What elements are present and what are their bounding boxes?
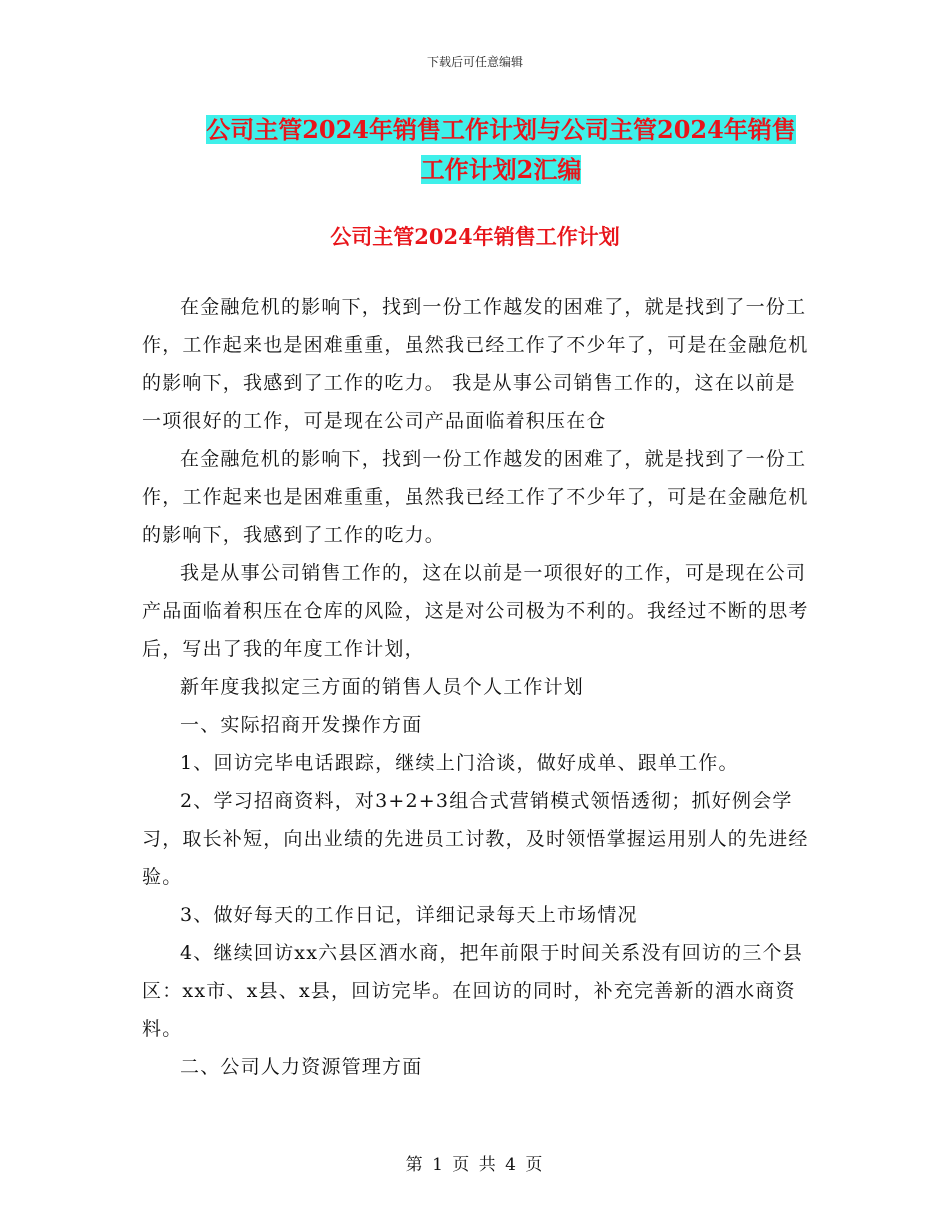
- document-title: [196, 110, 806, 190]
- paragraph: 在金融危机的影响下，找到一份工作越发的困难了，就是找到了一份工作，工作起来也是困难重重，虽然我已经工作了不少年了，可是在金融危机的影响下，我感到了工作的吃力。 我是从事公司销售工作的，这在以前是一项很好的工作，可是现在公司产品面临着积压在仓: [142, 296, 809, 432]
- section-title: 公司主管2024年销售工作计划: [330, 224, 620, 249]
- paragraph: 新年度我拟定三方面的销售人员个人工作计划: [180, 676, 585, 698]
- paragraph: 在金融危机的影响下，找到一份工作越发的困难了，就是找到了一份工作，工作起来也是困难重重，虽然我已经工作了不少年了，可是在金融危机的影响下，我感到了工作的吃力。: [142, 448, 809, 546]
- paragraph: 我是从事公司销售工作的，这在以前是一项很好的工作，可是现在公司产品面临着积压在仓库的风险，这是对公司极为不利的。我经过不断的思考后，写出了我的年度工作计划，: [142, 562, 809, 660]
- page-footer: 第 1 页 共 4 页: [405, 1155, 545, 1175]
- list-item: 4、继续回访xx六县区酒水商，把年前限于时间关系没有回访的三个县区：xx市、x县、x县，回访完毕。在回访的同时，补充完善新的酒水商资料。: [142, 942, 803, 1040]
- heading-item: 二、公司人力资源管理方面: [180, 1056, 423, 1078]
- list-item: 1、回访完毕电话跟踪，继续上门洽谈，做好成单、跟单工作。: [180, 752, 739, 774]
- document-body: [142, 288, 810, 1086]
- list-item: 3、做好每天的工作日记，详细记录每天上市场情况: [180, 904, 638, 926]
- list-item: 2、学习招商资料，对3+2+3组合式营销模式领悟透彻；抓好例会学习，取长补短，向出业绩的先进员工讨教，及时领悟掌握运用别人的先进经验。: [142, 790, 809, 888]
- heading-item: 一、实际招商开发操作方面: [180, 714, 423, 736]
- page-header-note: 下载后可任意编辑: [426, 55, 523, 69]
- document-title-text: 公司主管2024年销售工作计划与公司主管2024年销售工作计划2汇编: [206, 115, 796, 184]
